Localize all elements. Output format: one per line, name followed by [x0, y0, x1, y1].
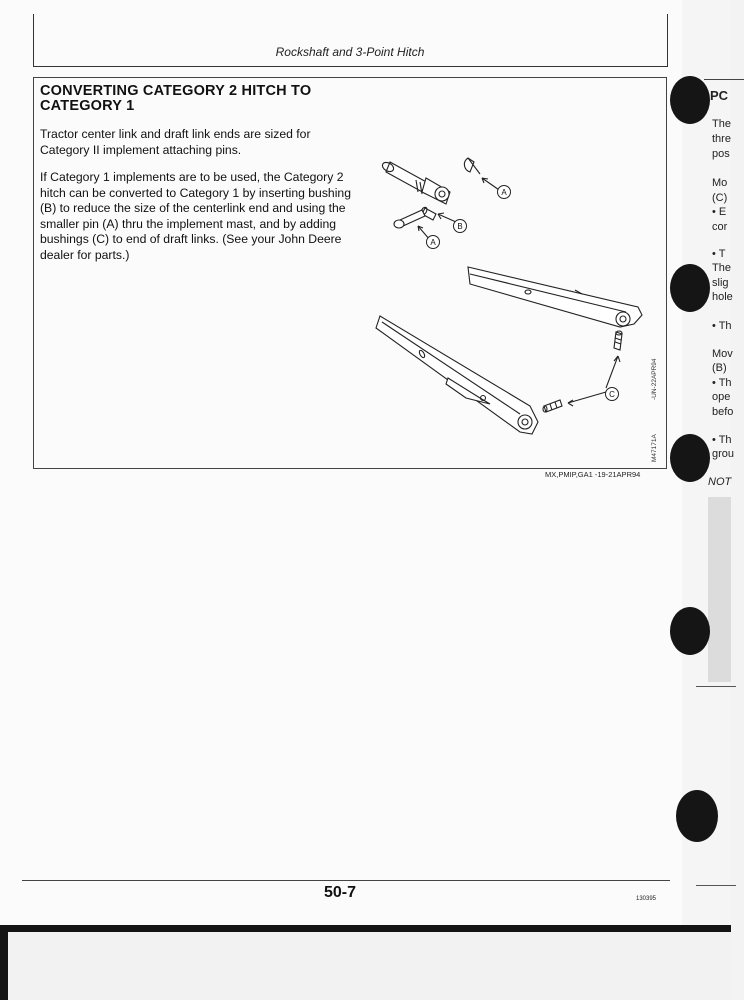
- adjacent-line: slig: [712, 277, 729, 289]
- adjacent-line: ope: [712, 391, 731, 403]
- binder-hole: [670, 434, 710, 482]
- adjacent-line: • Th: [712, 434, 732, 446]
- adjacent-line: Mo: [712, 177, 728, 189]
- adjacent-rule: [696, 885, 736, 886]
- adjacent-line: (C): [712, 192, 728, 204]
- adjacent-note: NOT: [708, 476, 732, 488]
- center-link-end: [381, 161, 450, 204]
- section-title: CONVERTING CATEGORY 2 HITCH TO CATEGORY 1: [40, 83, 312, 114]
- callout-a-lower: A: [430, 238, 436, 247]
- header-rule: [33, 66, 668, 67]
- footer-rule: [22, 880, 670, 881]
- binder-hole: [670, 607, 710, 655]
- callout-b: B: [457, 222, 463, 231]
- adjacent-line: grou: [712, 448, 735, 460]
- paragraph: If Category 1 implements are to be used, the Category 2 hitch can be converted to Category 1 by inserting bushing (B) to reduce the size of the centerlink end and using the smaller pin (A) thru the implement mast, and by adding bushings (C) to end of draft links. (See your John Deere dealer for parts.): [40, 170, 351, 262]
- callout-c: C: [609, 390, 615, 399]
- adjacent-line: • Th: [712, 377, 732, 389]
- adjacent-line: hole: [712, 291, 733, 303]
- lynch-pin-a: [464, 158, 480, 174]
- figure-id: M47171A: [651, 434, 658, 462]
- adjacent-line: thre: [712, 133, 731, 145]
- pin-a: [394, 210, 425, 228]
- adjacent-line: Mov: [712, 348, 733, 360]
- adjacent-line: befo: [712, 406, 734, 418]
- figure-date: -UN-22APR94: [651, 358, 658, 400]
- adjacent-line: The: [712, 262, 731, 274]
- adjacent-heading: PC: [710, 88, 729, 103]
- draft-link-left: [376, 316, 538, 434]
- page-header-title: Rockshaft and 3-Point Hitch: [275, 45, 425, 59]
- page-number: 50-7: [323, 884, 357, 901]
- hitch-illustration: [370, 152, 666, 468]
- adjacent-line: • T: [712, 248, 726, 260]
- binder-hole: [676, 790, 718, 842]
- adjacent-photo: [708, 497, 731, 682]
- draft-link-right: [468, 267, 642, 327]
- adjacent-line: pos: [712, 148, 730, 160]
- adjacent-box-top: [704, 79, 744, 80]
- binder-hole: [670, 264, 710, 312]
- adjacent-line: • Th: [712, 320, 732, 332]
- binder-hole: [670, 76, 710, 124]
- paragraph: Tractor center link and draft link ends are sized for Category II implement attaching pins.: [40, 127, 311, 157]
- header-rule-left: [33, 14, 34, 66]
- page-code: 130395: [636, 896, 657, 902]
- header-rule-right: [667, 14, 668, 66]
- bushing-c-upper: [614, 331, 622, 350]
- bushing-c-lower: [543, 400, 562, 412]
- underlying-sheet: [8, 932, 731, 1000]
- adjacent-line: (B): [712, 362, 727, 374]
- callout-a-upper: A: [501, 188, 507, 197]
- adjacent-line: The: [712, 118, 731, 130]
- adjacent-rule: [696, 686, 736, 687]
- adjacent-line: • E: [712, 206, 727, 218]
- adjacent-line: cor: [712, 221, 728, 233]
- section-reference: MX,PMIP,GA1 -19-21APR94: [545, 470, 641, 479]
